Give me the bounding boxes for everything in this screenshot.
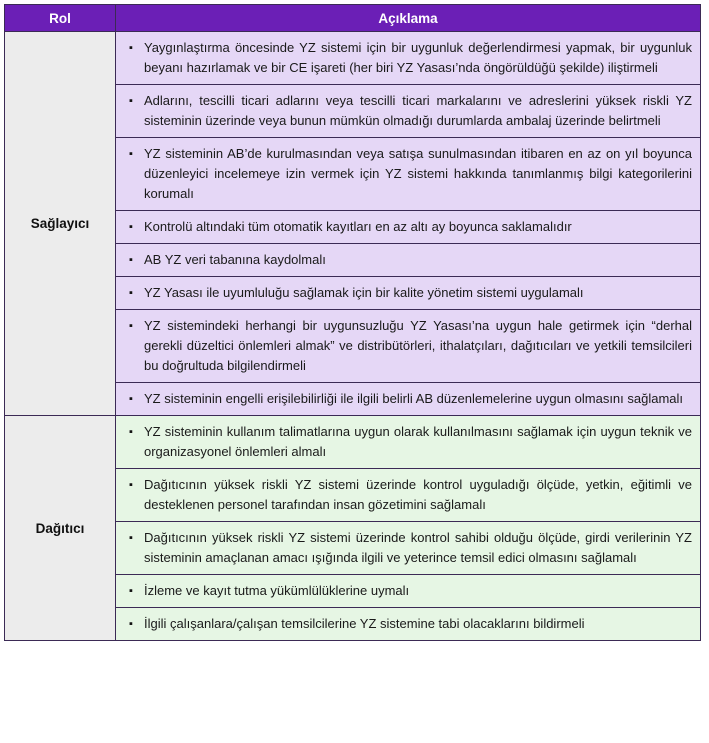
obligation-text: AB YZ veri tabanına kaydolmalı [144, 252, 326, 267]
obligation-cell [116, 277, 701, 310]
obligation-cell [116, 138, 701, 211]
obligation-text: YZ sistemindeki herhangi bir uygunsuzluğu YZ Yasası’na uygun hale getirmek için “derhal gerekli düzeltici önlemleri almak” ve distribütörleri, ithalatçıları, dağıtıcıları ve yetkili temsilcileri bu doğrultuda bilgilendirmeli [144, 318, 692, 373]
square-bullet-icon: ▪ [129, 532, 133, 544]
table-header-row [5, 5, 701, 32]
obligation-cell [116, 85, 701, 138]
square-bullet-icon: ▪ [129, 479, 133, 491]
obligation-cell [116, 608, 701, 641]
square-bullet-icon: ▪ [129, 221, 133, 233]
obligation-cell [116, 32, 701, 85]
table-row [5, 32, 701, 85]
obligation-cell [116, 383, 701, 416]
obligation-text: YZ sisteminin engelli erişilebilirliği ile ilgili belirli AB düzenlemelerine uygun olmasını sağlamalı [144, 391, 684, 406]
square-bullet-icon: ▪ [129, 95, 133, 107]
obligation-cell [116, 244, 701, 277]
table-row [5, 416, 701, 469]
square-bullet-icon: ▪ [129, 426, 133, 438]
obligation-cell [116, 310, 701, 383]
square-bullet-icon: ▪ [129, 287, 133, 299]
square-bullet-icon: ▪ [129, 585, 133, 597]
obligation-cell [116, 211, 701, 244]
square-bullet-icon: ▪ [129, 393, 133, 405]
obligation-text: Yaygınlaştırma öncesinde YZ sistemi için bir uygunluk değerlendirmesi yapmak, bir uygunluk beyanı hazırlamak ve bir CE işareti (her biri YZ Yasası’nda öngörüldüğü şekilde) iliştirmeli [144, 40, 692, 75]
obligation-cell [116, 575, 701, 608]
obligation-cell [116, 416, 701, 469]
obligation-text: Kontrolü altındaki tüm otomatik kayıtları en az altı ay boyunca saklamalıdır [144, 219, 572, 234]
obligation-cell [116, 469, 701, 522]
square-bullet-icon: ▪ [129, 254, 133, 266]
square-bullet-icon: ▪ [129, 42, 133, 54]
obligation-text: Dağıtıcının yüksek riskli YZ sistemi üzerinde kontrol uyguladığı ölçüde, yetkin, eğitimli ve desteklenen personel tarafından insan gözetimini sağlamalı [144, 477, 692, 512]
square-bullet-icon: ▪ [129, 148, 133, 160]
header-role: Rol [5, 5, 116, 32]
obligation-text: YZ Yasası ile uyumluluğu sağlamak için bir kalite yönetim sistemi uygulamalı [144, 285, 584, 300]
obligation-text: YZ sisteminin kullanım talimatlarına uygun olarak kullanılmasını sağlamak için uygun teknik ve organizasyonel önlemleri almalı [144, 424, 692, 459]
obligations-table-wrapper [4, 4, 700, 641]
obligation-text: YZ sisteminin AB’de kurulmasından veya satışa sunulmasından itibaren en az on yıl boyunca düzenleyici incelemeye izin vermek için YZ sistemi hakkında tanımlanmış bilgi kategorilerini korumalı [144, 146, 692, 201]
obligation-text: İlgili çalışanlara/çalışan temsilcilerine YZ sistemine tabi olacaklarını bildirmeli [144, 616, 585, 631]
header-description: Açıklama [116, 5, 701, 32]
obligation-text: Dağıtıcının yüksek riskli YZ sistemi üzerinde kontrol sahibi olduğu ölçüde, girdi verilerinin YZ sisteminin amaçlanan amacı ışığında ilgili ve yeterince temsil edici olmasını sağlamalı [144, 530, 692, 565]
role-cell-deployer: Dağıtıcı [5, 416, 116, 641]
obligation-text: İzleme ve kayıt tutma yükümlülüklerine uymalı [144, 583, 410, 598]
role-cell-provider: Sağlayıcı [5, 32, 116, 416]
square-bullet-icon: ▪ [129, 320, 133, 332]
obligation-text: Adlarını, tescilli ticari adlarını veya tescilli ticari markalarını ve adreslerini yüksek riskli YZ sisteminin üzerinde veya bunun mümkün olmadığı durumlarda ambalaj üzerinde belirtmeli [144, 93, 692, 128]
obligation-cell [116, 522, 701, 575]
obligations-table [4, 4, 701, 641]
square-bullet-icon: ▪ [129, 618, 133, 630]
